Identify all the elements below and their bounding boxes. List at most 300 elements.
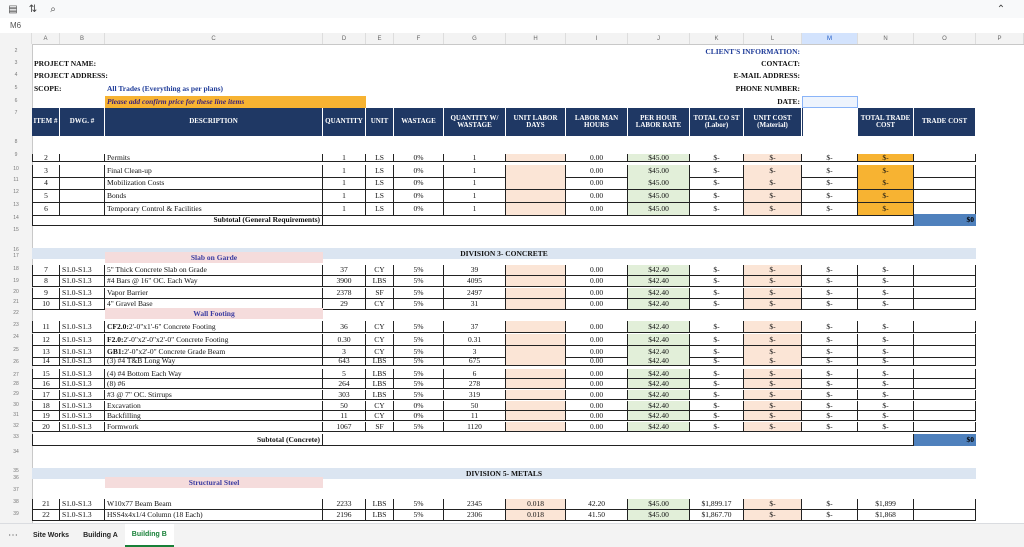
row-header[interactable]: 27	[13, 372, 19, 378]
quantity-with-wastage[interactable]: 1	[444, 165, 506, 178]
labor-man-hours[interactable]: 0.00	[566, 177, 628, 190]
item-number[interactable]: 9	[32, 288, 60, 299]
header-c[interactable]: DESCRIPTION	[105, 108, 323, 136]
row-header[interactable]: 39	[13, 511, 19, 517]
total-labor-cost[interactable]: $-	[690, 177, 744, 190]
total-labor-cost[interactable]: $-	[690, 321, 744, 333]
unit-material-cost[interactable]: $-	[744, 411, 802, 421]
description[interactable]	[105, 276, 323, 287]
dwg-number[interactable]	[60, 190, 105, 203]
unit[interactable]: LS	[366, 154, 394, 162]
unit[interactable]: LBS	[366, 379, 394, 389]
labor-man-hours[interactable]: 42.20	[566, 499, 628, 510]
labor-man-hours[interactable]: 0.00	[566, 265, 628, 276]
column-header-c[interactable]: C	[105, 33, 323, 44]
labor-rate[interactable]: $42.40	[628, 334, 690, 346]
total-labor-cost[interactable]: $1,899.17	[690, 499, 744, 510]
material-total[interactable]: $-	[802, 177, 858, 190]
labor-rate[interactable]: $42.40	[628, 356, 690, 366]
description[interactable]	[105, 411, 323, 421]
labor-man-hours[interactable]: 0.00	[566, 299, 628, 310]
row-header[interactable]: 38	[13, 499, 19, 505]
trade-cost[interactable]	[914, 390, 976, 400]
wastage[interactable]: 0%	[394, 401, 444, 411]
total-trade-cost[interactable]: $-	[858, 203, 914, 216]
unit-material-cost[interactable]: $-	[744, 369, 802, 379]
total-labor-cost[interactable]: $-	[690, 288, 744, 299]
total-trade-cost[interactable]: $-	[858, 321, 914, 333]
material-total[interactable]: $-	[802, 321, 858, 333]
row-header[interactable]: 10	[13, 166, 19, 172]
labor-man-hours[interactable]: 0.00	[566, 154, 628, 162]
item-number[interactable]: 16	[32, 379, 60, 389]
total-trade-cost[interactable]: $1,899	[858, 499, 914, 510]
labor-man-hours[interactable]: 0.00	[566, 369, 628, 379]
row-header[interactable]: 18	[13, 266, 19, 272]
labor-rate[interactable]: $42.40	[628, 276, 690, 287]
total-trade-cost[interactable]: $-	[858, 346, 914, 358]
description[interactable]	[105, 401, 323, 411]
trade-cost[interactable]	[914, 499, 976, 510]
item-number[interactable]: 21	[32, 499, 60, 510]
row-header[interactable]: 32	[13, 423, 19, 429]
unit-labor-days[interactable]	[506, 411, 566, 421]
material-total[interactable]: $-	[802, 154, 858, 162]
dwg-number[interactable]: S1.0-S1.3	[60, 499, 105, 510]
subtotal-concrete-fill[interactable]	[323, 434, 914, 446]
select-all-corner[interactable]	[0, 33, 32, 44]
wastage[interactable]: 0%	[394, 190, 444, 203]
unit-labor-days[interactable]	[506, 422, 566, 432]
trade-cost[interactable]	[914, 369, 976, 379]
row-header[interactable]: 7	[14, 110, 18, 116]
description[interactable]	[105, 510, 323, 521]
header-h[interactable]: UNIT LABOR DAYS	[506, 108, 566, 136]
unit-material-cost[interactable]: $-	[744, 203, 802, 216]
trade-cost[interactable]	[914, 356, 976, 366]
dwg-number[interactable]: S1.0-S1.3	[60, 379, 105, 389]
total-labor-cost[interactable]: $-	[690, 265, 744, 276]
item-number[interactable]: 12	[32, 334, 60, 346]
quantity[interactable]: 11	[323, 411, 366, 421]
wastage[interactable]: 0%	[394, 177, 444, 190]
quantity-with-wastage[interactable]: 1120	[444, 422, 506, 432]
header-n[interactable]: TOTAL TRADE COST	[858, 108, 914, 136]
row-header[interactable]: 21	[13, 299, 19, 305]
labor-man-hours[interactable]: 0.00	[566, 346, 628, 358]
total-labor-cost[interactable]: $-	[690, 346, 744, 358]
contact-label[interactable]: CONTACT:	[761, 59, 800, 69]
total-trade-cost[interactable]: $-	[858, 390, 914, 400]
dwg-number[interactable]: S1.0-S1.3	[60, 401, 105, 411]
dwg-number[interactable]: S1.0-S1.3	[60, 346, 105, 358]
labor-rate[interactable]: $42.40	[628, 288, 690, 299]
material-total[interactable]: $-	[802, 369, 858, 379]
row-header[interactable]: 31	[13, 412, 19, 418]
total-trade-cost[interactable]: $-	[858, 401, 914, 411]
header-a[interactable]: ITEM #	[32, 108, 60, 136]
chevron-up-icon[interactable]: ⌃	[996, 3, 1006, 15]
quantity[interactable]: 1067	[323, 422, 366, 432]
labor-man-hours[interactable]: 0.00	[566, 288, 628, 299]
unit[interactable]: LS	[366, 203, 394, 216]
quantity[interactable]: 50	[323, 401, 366, 411]
column-header-l[interactable]: L	[744, 33, 802, 44]
quantity-with-wastage[interactable]: 39	[444, 265, 506, 276]
quantity-with-wastage[interactable]: 11	[444, 411, 506, 421]
quantity[interactable]: 37	[323, 265, 366, 276]
phone-label[interactable]: PHONE NUMBER:	[735, 84, 800, 94]
quantity-with-wastage[interactable]: 50	[444, 401, 506, 411]
material-total[interactable]: $-	[802, 499, 858, 510]
unit-material-cost[interactable]: $-	[744, 165, 802, 178]
unit-material-cost[interactable]: $-	[744, 334, 802, 346]
unit-material-cost[interactable]: $-	[744, 299, 802, 310]
description[interactable]	[105, 499, 323, 510]
description[interactable]	[105, 177, 323, 190]
total-trade-cost[interactable]: $-	[858, 165, 914, 178]
unit-labor-days[interactable]	[506, 190, 566, 203]
unit-labor-days[interactable]	[506, 265, 566, 276]
wastage[interactable]: 5%	[394, 321, 444, 333]
dwg-number[interactable]: S1.0-S1.3	[60, 356, 105, 366]
unit-labor-days[interactable]	[506, 356, 566, 366]
wastage[interactable]: 0%	[394, 165, 444, 178]
trade-cost[interactable]	[914, 422, 976, 432]
column-header-i[interactable]: I	[566, 33, 628, 44]
unit-labor-days[interactable]	[506, 390, 566, 400]
unit[interactable]: LBS	[366, 499, 394, 510]
trade-cost[interactable]	[914, 334, 976, 346]
quantity[interactable]: 5	[323, 369, 366, 379]
row-header[interactable]: 6	[14, 98, 18, 104]
quantity-with-wastage[interactable]: 2345	[444, 499, 506, 510]
unit-material-cost[interactable]: $-	[744, 177, 802, 190]
sort-icon[interactable]: ⇅	[28, 3, 38, 15]
total-labor-cost[interactable]: $-	[690, 190, 744, 203]
description[interactable]	[105, 190, 323, 203]
item-number[interactable]: 2	[32, 154, 60, 162]
wastage[interactable]: 0%	[394, 411, 444, 421]
slab-on-grade-heading[interactable]: Slab on Garde	[105, 252, 323, 263]
wastage[interactable]: 5%	[394, 422, 444, 432]
labor-man-hours[interactable]: 0.00	[566, 379, 628, 389]
quantity-with-wastage[interactable]: 319	[444, 390, 506, 400]
trade-cost[interactable]	[914, 288, 976, 299]
total-trade-cost[interactable]: $-	[858, 190, 914, 203]
row-header[interactable]: 12	[13, 189, 19, 195]
quantity[interactable]: 3	[323, 346, 366, 358]
dwg-number[interactable]	[60, 177, 105, 190]
item-number[interactable]: 5	[32, 190, 60, 203]
quantity-with-wastage[interactable]: 1	[444, 154, 506, 162]
column-header-f[interactable]: F	[394, 33, 444, 44]
description[interactable]	[105, 154, 323, 162]
column-header-d[interactable]: D	[323, 33, 366, 44]
unit-material-cost[interactable]: $-	[744, 288, 802, 299]
row-header[interactable]: 30	[13, 402, 19, 408]
labor-man-hours[interactable]: 0.00	[566, 422, 628, 432]
unit-material-cost[interactable]: $-	[744, 390, 802, 400]
dwg-number[interactable]	[60, 154, 105, 162]
unit[interactable]: LS	[366, 177, 394, 190]
labor-man-hours[interactable]: 0.00	[566, 276, 628, 287]
unit[interactable]: CY	[366, 346, 394, 358]
unit-material-cost[interactable]: $-	[744, 356, 802, 366]
row-header[interactable]: 14	[13, 215, 19, 221]
row-header[interactable]: 17	[13, 253, 19, 259]
unit[interactable]: SF	[366, 422, 394, 432]
quantity[interactable]: 303	[323, 390, 366, 400]
unit-material-cost[interactable]: $-	[744, 154, 802, 162]
dwg-number[interactable]: S1.0-S1.3	[60, 334, 105, 346]
item-number[interactable]: 10	[32, 299, 60, 310]
formula-input[interactable]	[40, 19, 1024, 32]
labor-rate[interactable]: $42.40	[628, 369, 690, 379]
all-sheets-menu-icon[interactable]: ⋯	[8, 530, 18, 541]
row-header[interactable]: 3	[14, 60, 18, 66]
unit[interactable]: LS	[366, 165, 394, 178]
division-3-title[interactable]: DIVISION 3- CONCRETE	[32, 248, 976, 259]
wastage[interactable]: 5%	[394, 334, 444, 346]
unit[interactable]: LBS	[366, 276, 394, 287]
labor-man-hours[interactable]: 0.00	[566, 321, 628, 333]
unit[interactable]: CY	[366, 299, 394, 310]
row-header[interactable]: 5	[14, 85, 18, 91]
total-trade-cost[interactable]: $1,868	[858, 510, 914, 521]
trade-cost[interactable]	[914, 154, 976, 162]
total-trade-cost[interactable]: $-	[858, 276, 914, 287]
unit[interactable]: LBS	[366, 510, 394, 521]
quantity-with-wastage[interactable]: 4095	[444, 276, 506, 287]
total-trade-cost[interactable]: $-	[858, 369, 914, 379]
subtotal-general-value[interactable]: $0	[914, 214, 976, 226]
column-header-k[interactable]: K	[690, 33, 744, 44]
labor-rate[interactable]: $45.00	[628, 165, 690, 178]
quantity-with-wastage[interactable]: 278	[444, 379, 506, 389]
wastage[interactable]: 5%	[394, 276, 444, 287]
unit[interactable]: CY	[366, 265, 394, 276]
name-box[interactable]: M6	[10, 21, 22, 30]
unit-labor-days[interactable]	[506, 177, 566, 190]
unit-material-cost[interactable]: $-	[744, 190, 802, 203]
material-total[interactable]: $-	[802, 276, 858, 287]
date-label[interactable]: DATE:	[777, 97, 800, 107]
unit-labor-days[interactable]	[506, 288, 566, 299]
total-labor-cost[interactable]: $-	[690, 299, 744, 310]
unit-material-cost[interactable]: $-	[744, 510, 802, 521]
column-header-b[interactable]: B	[60, 33, 105, 44]
labor-man-hours[interactable]: 0.00	[566, 356, 628, 366]
labor-rate[interactable]: $45.00	[628, 510, 690, 521]
column-header-a[interactable]: A	[32, 33, 60, 44]
header-i[interactable]: LABOR MAN HOURS	[566, 108, 628, 136]
total-trade-cost[interactable]: $-	[858, 265, 914, 276]
subtotal-concrete-label[interactable]: Subtotal (Concrete)	[32, 434, 323, 446]
unit-labor-days[interactable]	[506, 321, 566, 333]
quantity-with-wastage[interactable]: 37	[444, 321, 506, 333]
quantity-with-wastage[interactable]: 1	[444, 190, 506, 203]
trade-cost[interactable]	[914, 321, 976, 333]
row-header[interactable]: 26	[13, 359, 19, 365]
total-labor-cost[interactable]: $-	[690, 203, 744, 216]
unit-labor-days[interactable]	[506, 276, 566, 287]
unit-material-cost[interactable]: $-	[744, 346, 802, 358]
row-header[interactable]: 9	[14, 152, 18, 158]
subtotal-general-fill[interactable]	[323, 214, 914, 226]
labor-rate[interactable]: $45.00	[628, 499, 690, 510]
total-trade-cost[interactable]: $-	[858, 299, 914, 310]
unit-labor-days[interactable]	[506, 379, 566, 389]
row-header[interactable]: 28	[13, 381, 19, 387]
total-trade-cost[interactable]: $-	[858, 288, 914, 299]
tab-site-works[interactable]: Site Works	[33, 532, 70, 539]
material-total[interactable]: $-	[802, 190, 858, 203]
dwg-number[interactable]: S1.0-S1.3	[60, 321, 105, 333]
description[interactable]	[105, 265, 323, 276]
material-total[interactable]: $-	[802, 203, 858, 216]
labor-rate[interactable]: $42.40	[628, 321, 690, 333]
unit-material-cost[interactable]: $-	[744, 499, 802, 510]
row-header[interactable]: 11	[13, 177, 19, 183]
quantity-with-wastage[interactable]: 3	[444, 346, 506, 358]
total-labor-cost[interactable]: $-	[690, 379, 744, 389]
unit-labor-days[interactable]	[506, 154, 566, 162]
wastage[interactable]: 5%	[394, 379, 444, 389]
labor-rate[interactable]: $42.40	[628, 346, 690, 358]
total-labor-cost[interactable]: $-	[690, 276, 744, 287]
item-number[interactable]: 13	[32, 346, 60, 358]
quantity[interactable]: 2233	[323, 499, 366, 510]
unit-material-cost[interactable]: $-	[744, 321, 802, 333]
quantity[interactable]: 264	[323, 379, 366, 389]
description[interactable]	[105, 288, 323, 299]
item-number[interactable]: 3	[32, 165, 60, 178]
unit-material-cost[interactable]: $-	[744, 379, 802, 389]
unit[interactable]: LS	[366, 190, 394, 203]
unit-labor-days[interactable]: 0.018	[506, 510, 566, 521]
row-header[interactable]: 2	[14, 48, 18, 54]
total-labor-cost[interactable]: $-	[690, 334, 744, 346]
quantity[interactable]: 36	[323, 321, 366, 333]
row-header[interactable]: 36	[13, 475, 19, 481]
labor-rate[interactable]: $42.40	[628, 401, 690, 411]
total-trade-cost[interactable]: $-	[858, 177, 914, 190]
row-header[interactable]: 13	[13, 202, 19, 208]
row-header[interactable]: 33	[13, 434, 19, 440]
quantity-with-wastage[interactable]: 1	[444, 203, 506, 216]
item-number[interactable]: 22	[32, 510, 60, 521]
trade-cost[interactable]	[914, 190, 976, 203]
division-5-title[interactable]: DIVISION 5- METALS	[32, 468, 976, 479]
description[interactable]	[105, 369, 323, 379]
labor-man-hours[interactable]: 0.00	[566, 203, 628, 216]
total-labor-cost[interactable]: $-	[690, 422, 744, 432]
total-labor-cost[interactable]: $-	[690, 390, 744, 400]
header-k[interactable]: TOTAL CO ST (Labor)	[690, 108, 744, 136]
description[interactable]	[105, 379, 323, 389]
header-g[interactable]: QUANTITY W/ WASTAGE	[444, 108, 506, 136]
dwg-number[interactable]: S1.0-S1.3	[60, 411, 105, 421]
column-header-h[interactable]: H	[506, 33, 566, 44]
item-number[interactable]: 20	[32, 422, 60, 432]
wastage[interactable]: 5%	[394, 356, 444, 366]
labor-rate[interactable]: $42.40	[628, 265, 690, 276]
dwg-number[interactable]: S1.0-S1.3	[60, 369, 105, 379]
quantity[interactable]: 1	[323, 190, 366, 203]
labor-rate[interactable]: $42.40	[628, 411, 690, 421]
wastage[interactable]: 5%	[394, 265, 444, 276]
column-header-n[interactable]: N	[858, 33, 914, 44]
quantity-with-wastage[interactable]: 2497	[444, 288, 506, 299]
labor-man-hours[interactable]: 0.00	[566, 334, 628, 346]
trade-cost[interactable]	[914, 510, 976, 521]
unit-material-cost[interactable]: $-	[744, 422, 802, 432]
date-input[interactable]	[802, 96, 858, 108]
wastage[interactable]: 5%	[394, 346, 444, 358]
scope-value[interactable]: All Trades (Everything as per plans)	[107, 84, 224, 94]
labor-rate[interactable]: $45.00	[628, 177, 690, 190]
column-header-e[interactable]: E	[366, 33, 394, 44]
labor-man-hours[interactable]: 0.00	[566, 401, 628, 411]
wastage[interactable]: 5%	[394, 499, 444, 510]
unit[interactable]: LBS	[366, 369, 394, 379]
quantity[interactable]: 3900	[323, 276, 366, 287]
dwg-number[interactable]: S1.0-S1.3	[60, 288, 105, 299]
project-address-label[interactable]: PROJECT ADDRESS:	[34, 71, 108, 81]
column-header-m[interactable]: M	[802, 33, 858, 44]
unit[interactable]: CY	[366, 401, 394, 411]
labor-man-hours[interactable]: 0.00	[566, 165, 628, 178]
quantity-with-wastage[interactable]: 2306	[444, 510, 506, 521]
unit[interactable]: SF	[366, 288, 394, 299]
labor-rate[interactable]: $42.40	[628, 379, 690, 389]
trade-cost[interactable]	[914, 177, 976, 190]
dwg-number[interactable]: S1.0-S1.3	[60, 299, 105, 310]
total-trade-cost[interactable]: $-	[858, 379, 914, 389]
item-number[interactable]: 18	[32, 401, 60, 411]
total-labor-cost[interactable]: $-	[690, 154, 744, 162]
subtotal-general-label[interactable]: Subtotal (General Requirements)	[32, 214, 323, 226]
item-number[interactable]: 6	[32, 203, 60, 216]
description[interactable]	[105, 390, 323, 400]
unit-material-cost[interactable]: $-	[744, 401, 802, 411]
note-banner[interactable]: Please add confirm price for these line items	[105, 96, 366, 108]
trade-cost[interactable]	[914, 379, 976, 389]
quantity[interactable]: 2378	[323, 288, 366, 299]
header-d[interactable]: QUANTITY	[323, 108, 366, 136]
row-header[interactable]: 37	[13, 487, 19, 493]
wastage[interactable]: 5%	[394, 369, 444, 379]
unit[interactable]: CY	[366, 334, 394, 346]
unit-labor-days[interactable]	[506, 334, 566, 346]
material-total[interactable]: $-	[802, 390, 858, 400]
quantity[interactable]: 643	[323, 356, 366, 366]
total-labor-cost[interactable]: $-	[690, 369, 744, 379]
quantity[interactable]: 29	[323, 299, 366, 310]
row-header[interactable]: 23	[13, 322, 19, 328]
row-header[interactable]: 24	[13, 334, 19, 340]
scope-label[interactable]: SCOPE:	[34, 84, 62, 94]
total-trade-cost[interactable]: $-	[858, 334, 914, 346]
total-trade-cost[interactable]: $-	[858, 356, 914, 366]
trade-cost[interactable]	[914, 411, 976, 421]
unit[interactable]: CY	[366, 321, 394, 333]
material-total[interactable]: $-	[802, 265, 858, 276]
row-header[interactable]: 19	[13, 278, 19, 284]
column-header-j[interactable]: J	[628, 33, 690, 44]
labor-rate[interactable]: $45.00	[628, 190, 690, 203]
